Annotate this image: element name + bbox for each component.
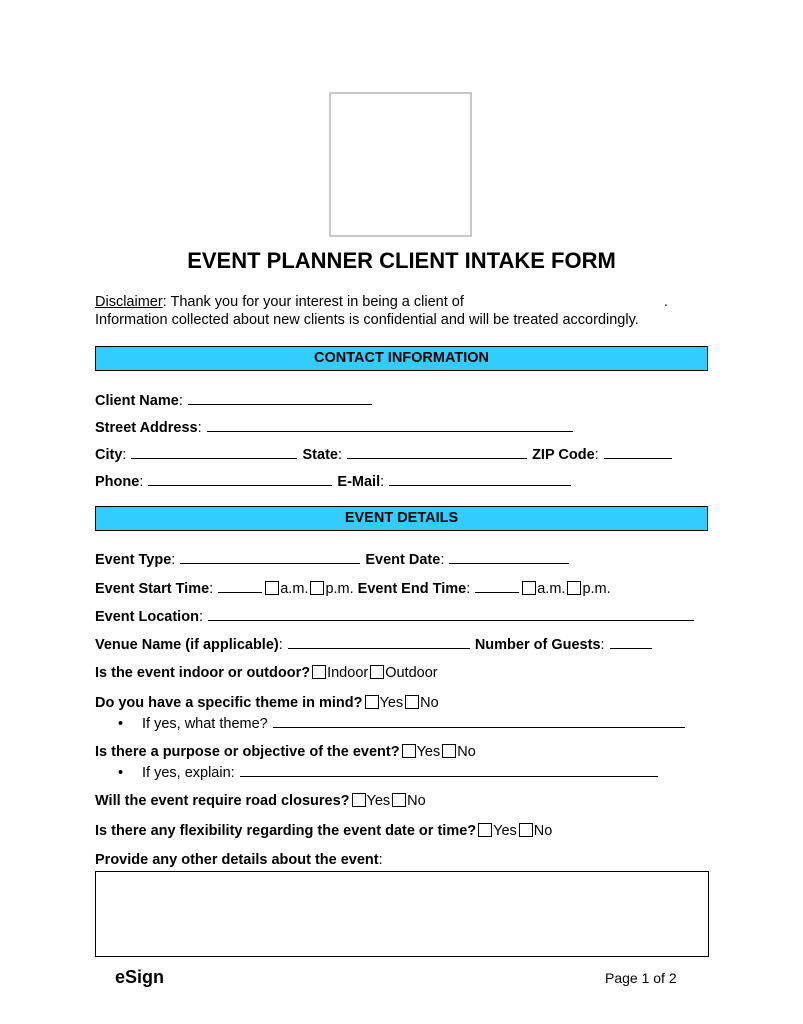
- end-time-label: Event End Time: [357, 581, 467, 597]
- theme-field[interactable]: [273, 714, 685, 728]
- page-number: Page 1 of 2: [605, 970, 677, 986]
- start-pm-checkbox[interactable]: [310, 581, 324, 595]
- start-time-field[interactable]: [218, 579, 262, 593]
- theme-followup-label: If yes, what theme?: [142, 716, 268, 732]
- row-phone-email: Phone: E-Mail:: [95, 472, 572, 491]
- row-event-location: Event Location:: [95, 607, 695, 626]
- indoor-checkbox[interactable]: [312, 665, 326, 679]
- event-date-label: Event Date: [365, 552, 441, 568]
- zip-label: ZIP Code: [532, 447, 595, 463]
- bullet: •: [118, 716, 124, 732]
- street-address-label: Street Address: [95, 420, 198, 436]
- client-name-field[interactable]: [188, 391, 372, 405]
- row-road-closures: Will the event require road closures? Yes No: [95, 793, 426, 809]
- phone-label: Phone: [95, 474, 140, 490]
- end-time-field[interactable]: [475, 579, 519, 593]
- state-label: State: [302, 447, 338, 463]
- flex-question: Is there any flexibility regarding the event date or time?: [95, 823, 477, 839]
- start-time-label: Event Start Time: [95, 581, 210, 597]
- event-location-label: Event Location: [95, 609, 199, 625]
- row-client-name: Client Name:: [95, 391, 373, 410]
- indoor-question: Is the event indoor or outdoor?: [95, 665, 311, 681]
- zip-field[interactable]: [604, 445, 672, 459]
- email-label: E-Mail: [337, 474, 381, 490]
- event-type-label: Event Type: [95, 552, 172, 568]
- row-indoor-outdoor: Is the event indoor or outdoor? Indoor Outdoor: [95, 665, 438, 681]
- email-field[interactable]: [389, 472, 571, 486]
- other-details-textarea[interactable]: [95, 871, 709, 957]
- theme-question: Do you have a specific theme in mind?: [95, 695, 363, 711]
- row-street-address: Street Address:: [95, 418, 574, 437]
- client-name-label: Client Name: [95, 393, 179, 409]
- road-no-checkbox[interactable]: [392, 793, 406, 807]
- other-details-label: Provide any other details about the event: [95, 852, 379, 868]
- row-venue-guests: Venue Name (if applicable): Number of Guests:: [95, 635, 653, 654]
- row-flexibility: Is there any flexibility regarding the event date or time? Yes No: [95, 823, 553, 839]
- road-yes-checkbox[interactable]: [352, 793, 366, 807]
- guests-field[interactable]: [610, 635, 652, 649]
- logo-placeholder: [329, 92, 472, 237]
- event-location-field[interactable]: [208, 607, 694, 621]
- purpose-no-checkbox[interactable]: [442, 744, 456, 758]
- venue-label: Venue Name (if applicable): [95, 637, 279, 653]
- end-am-checkbox[interactable]: [522, 581, 536, 595]
- city-label: City: [95, 447, 123, 463]
- event-type-field[interactable]: [180, 550, 360, 564]
- purpose-yes-checkbox[interactable]: [402, 744, 416, 758]
- state-field[interactable]: [347, 445, 527, 459]
- start-am-checkbox[interactable]: [265, 581, 279, 595]
- row-theme-followup: [118, 714, 686, 733]
- disclaimer-text-1: : Thank you for your interest in being a client of: [162, 294, 464, 310]
- row-other-details: Provide any other details about the event:: [95, 852, 383, 868]
- disclaimer-label: Disclaimer: [95, 294, 163, 310]
- flex-no-checkbox[interactable]: [519, 823, 533, 837]
- disclaimer-text-2: Information collected about new clients is confidential and will be treated accordingly.: [95, 312, 639, 328]
- row-theme: Do you have a specific theme in mind? Yes No: [95, 695, 439, 711]
- row-event-times: Event Start Time: a.m. p.m. Event End Time: a.m. p.m.: [95, 581, 611, 597]
- section-event-details: EVENT DETAILS: [95, 506, 708, 531]
- end-pm-checkbox[interactable]: [567, 581, 581, 595]
- section-contact-information: CONTACT INFORMATION: [95, 346, 708, 371]
- city-field[interactable]: [131, 445, 297, 459]
- guests-label: Number of Guests: [474, 637, 601, 653]
- row-purpose-followup: [118, 763, 659, 782]
- esign-logo: eSign: [115, 967, 165, 987]
- phone-field[interactable]: [148, 472, 332, 486]
- purpose-followup-label: If yes, explain:: [142, 765, 235, 781]
- event-date-field[interactable]: [449, 550, 569, 564]
- page-title: EVENT PLANNER CLIENT INTAKE FORM: [187, 248, 616, 273]
- disclaimer-period: .: [663, 294, 668, 310]
- purpose-field[interactable]: [240, 763, 658, 777]
- outdoor-checkbox[interactable]: [370, 665, 384, 679]
- row-city-state-zip: City: State: ZIP Code:: [95, 445, 673, 464]
- disclaimer: [95, 293, 715, 329]
- row-event-type-date: Event Type: Event Date:: [95, 550, 570, 569]
- flex-yes-checkbox[interactable]: [478, 823, 492, 837]
- venue-field[interactable]: [288, 635, 470, 649]
- bullet: •: [118, 765, 124, 781]
- street-address-field[interactable]: [207, 418, 573, 432]
- road-question: Will the event require road closures?: [95, 793, 350, 809]
- row-purpose: Is there a purpose or objective of the event? Yes No: [95, 744, 476, 760]
- purpose-question: Is there a purpose or objective of the event?: [95, 744, 400, 760]
- theme-no-checkbox[interactable]: [405, 695, 419, 709]
- theme-yes-checkbox[interactable]: [365, 695, 379, 709]
